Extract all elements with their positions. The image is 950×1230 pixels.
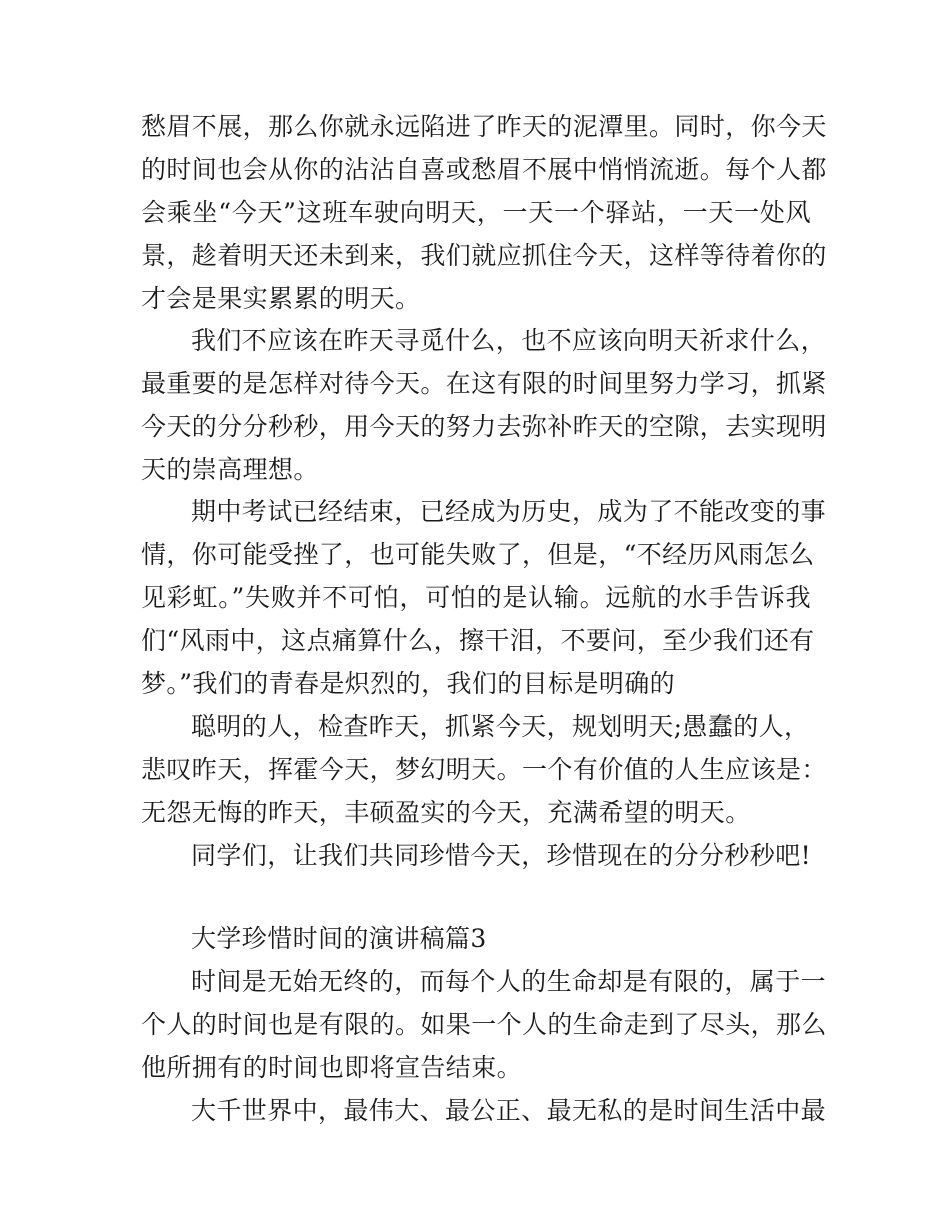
- text-line: 才会是果实累累的明天。: [141, 284, 421, 313]
- text-line: 最重要的是怎样对待今天。在这有限的时间里努力学习，抓紧: [141, 369, 827, 398]
- text-line: 愁眉不展，那么你就永远陷进了昨天的泥潭里。同时，你今天: [141, 112, 827, 141]
- text-line: 们“风雨中，这点痛算什么，擦干泪，不要问，至少我们还有: [141, 626, 815, 655]
- text-line: 今天的分分秒秒，用今天的努力去弥补昨天的空隙，去实现明: [141, 412, 827, 441]
- text-line: 无怨无悔的昨天，丰硕盈实的今天，充满希望的明天。: [141, 798, 751, 827]
- paragraph-first-line: 我们不应该在昨天寻觅什么，也不应该向明天祈求什么，: [191, 326, 827, 355]
- paragraph-first-line: 期中考试已经结束，已经成为历史，成为了不能改变的事: [191, 497, 827, 526]
- text-line: 的时间也会从你的沾沾自喜或愁眉不展中悄悄流逝。每个人都: [141, 155, 827, 184]
- paragraph-first-line: 同学们，让我们共同珍惜今天，珍惜现在的分分秒秒吧!: [191, 841, 812, 870]
- text-line: 景，趁着明天还未到来，我们就应抓住今天，这样等待着你的: [141, 241, 827, 270]
- text-line: 梦。”我们的青春是炽烈的，我们的目标是明确的: [141, 669, 676, 698]
- text-line: 会乘坐“今天”这班车驶向明天，一天一个驿站，一天一处风: [141, 198, 811, 227]
- text-line: 个人的时间也是有限的。如果一个人的生命走到了尽头，那么: [141, 1010, 827, 1039]
- text-line: 悲叹昨天，挥霍今天，梦幻明天。一个有价值的人生应该是：: [141, 755, 827, 784]
- section-heading: 大学珍惜时间的演讲稿篇3: [191, 924, 487, 953]
- text-line: 情，你可能受挫了，也可能失败了，但是，“不经历风雨怎么: [141, 540, 815, 569]
- paragraph-first-line: 大千世界中，最伟大、最公正、最无私的是时间生活中最: [191, 1096, 827, 1125]
- paragraph-first-line: 聪明的人，检查昨天，抓紧今天，规划明天;愚蠢的人，: [191, 712, 810, 741]
- paragraph-first-line: 时间是无始无终的，而每个人的生命却是有限的，属于一: [191, 967, 827, 996]
- text-line: 他所拥有的时间也即将宣告结束。: [141, 1053, 523, 1082]
- text-line: 见彩虹。”失败并不可怕，可怕的是认输。远航的水手告诉我: [141, 583, 811, 612]
- text-line: 天的崇高理想。: [141, 455, 319, 484]
